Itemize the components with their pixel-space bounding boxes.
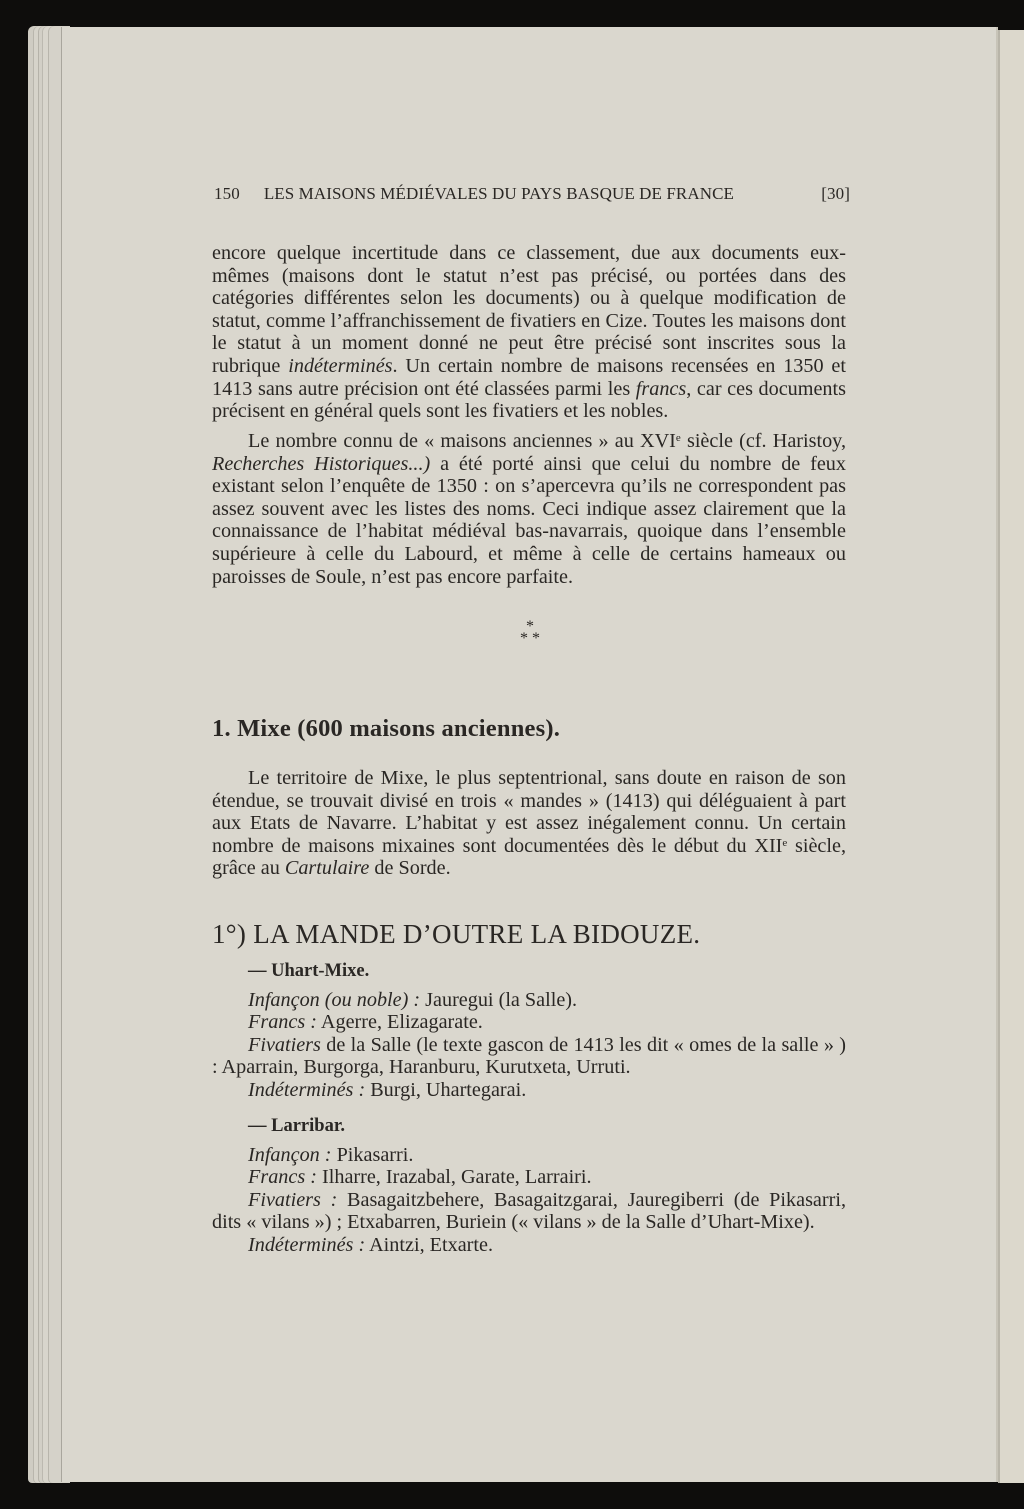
entry-text: Jauregui (la Salle). (420, 988, 578, 1011)
text-run: Le nombre connu de « maisons anciennes » au XVI (248, 430, 676, 452)
entry-label: Indéterminés : (248, 1078, 366, 1101)
facing-page-edge (998, 30, 1024, 1483)
entry (212, 1166, 846, 1189)
entry (212, 1189, 846, 1234)
entry-label: Indéterminés : (248, 1233, 366, 1256)
paragraph-1 (212, 242, 846, 423)
text-run: , car ces documents précisent en général quels sont les fivatiers et les nobles. (212, 377, 846, 423)
entry (212, 989, 846, 1012)
italic-term: francs (635, 377, 687, 400)
asterism-top: * (526, 618, 534, 635)
italic-title: Recherches Historiques...) (212, 452, 431, 475)
entry-label: Francs : (248, 1166, 317, 1189)
text-run: siècle, grâce au (212, 834, 846, 880)
entry-label: Infançon : (248, 1143, 332, 1166)
entry-text: Aintzi, Etxarte. (365, 1233, 493, 1256)
entry-text: de la Salle (le texte gascon de 1413 les dit « omes de la salle » ) : Aparrain, Burgorga, Haranburu, Kurutxeta, Urruti. (212, 1033, 846, 1079)
superscript: e (782, 836, 788, 849)
place-heading: — Uhart-Mixe. (248, 961, 370, 981)
entry-text: Basagaitzbehere, Basagaitzgarai, Jauregiberri (de Pikasarri, dits « vilans ») ; Etxabarren, Buriein (« vilans » de la Salle d’Uhart-Mixe). (212, 1188, 846, 1234)
place-block-uhart-mixe (212, 960, 846, 1102)
section-title: 1. Mixe (600 maisons anciennes). (212, 715, 561, 742)
text-run: a été porté ainsi que celui du nombre de feux existant selon l’enquête de 1350 : on s’apercevra qu’ils ne correspondent pas assez souvent avec les listes des noms. Ceci indique assez clairement que la connaissance de l’habitat médiéval bas-navarrais, quoique dans l’ensemble supérieure à celle du Labourd, et même à celle de certains hameaux ou paroisses de Soule, n’est pas encore parfaite. (212, 452, 846, 588)
text-run: siècle (cf. Haristoy, (680, 430, 846, 452)
text-run: de Sorde. (369, 857, 451, 880)
asterism-separator (500, 618, 560, 647)
place-block-larribar (212, 1115, 846, 1257)
entry-label: Fivatiers : (248, 1188, 338, 1211)
italic-title: Cartulaire (284, 857, 370, 880)
paragraph-2-text (212, 430, 846, 588)
entry (212, 1144, 846, 1167)
entry-text: Ilharre, Irazabal, Garate, Larrairi. (316, 1166, 592, 1189)
running-head (214, 184, 850, 204)
page-number: 150 (214, 184, 240, 203)
italic-term: indéterminés (288, 354, 393, 377)
entry (212, 1234, 846, 1257)
paragraph-3-text (212, 767, 846, 880)
superscript: e (675, 432, 681, 444)
text-run: encore quelque incertitude dans ce classement, due aux documents eux-mêmes (maisons dont le statut n’est pas précisé, ou portées dans des catégories différentes selon les documents) ou à quelque modification de statut, comme l’affranchissement de fivatiers en Cize. Toutes les maisons dont le statut à un moment donné ne peut être précisé sont inscrites sous la rubrique (212, 242, 846, 377)
entry-label: Infançon (ou noble) : (248, 988, 421, 1011)
entry-label: Fivatiers (248, 1033, 321, 1056)
entry (212, 1011, 846, 1034)
entry-text: Pikasarri. (331, 1143, 414, 1166)
entry-text: Agerre, Elizagarate. (316, 1011, 483, 1034)
entry-label: Francs : (248, 1011, 317, 1034)
entry (212, 1079, 846, 1102)
paragraph-2 (212, 430, 846, 588)
paragraph-3 (212, 767, 846, 880)
paragraph-1-text (212, 242, 846, 423)
entry (212, 1034, 846, 1079)
place-heading: — Larribar. (248, 1116, 345, 1136)
running-head-title: LES MAISONS MÉDIÉVALES DU PAYS BASQUE DE FRANCE (263, 184, 735, 203)
text-run: . Un certain nombre de maisons recensées en 1350 et 1413 sans autre précision ont été classées parmi les (212, 354, 847, 400)
section-ref: [30] (821, 184, 850, 203)
text-run: Le territoire de Mixe, le plus septentrional, sans doute en raison de son étendue, se trouvait divisé en trois « mandes » (1413) qui déléguaient à part aux Etats de Navarre. L’habitat y est assez inégalement connu. Un certain nombre de maisons mixaines sont documentées dès le début du XII (212, 767, 846, 857)
asterism-bottom: * * (520, 630, 540, 647)
subsection-title: 1°) LA MANDE D’OUTRE LA BIDOUZE. (212, 919, 701, 949)
entry-text: Burgi, Uhartegarai. (365, 1078, 527, 1101)
